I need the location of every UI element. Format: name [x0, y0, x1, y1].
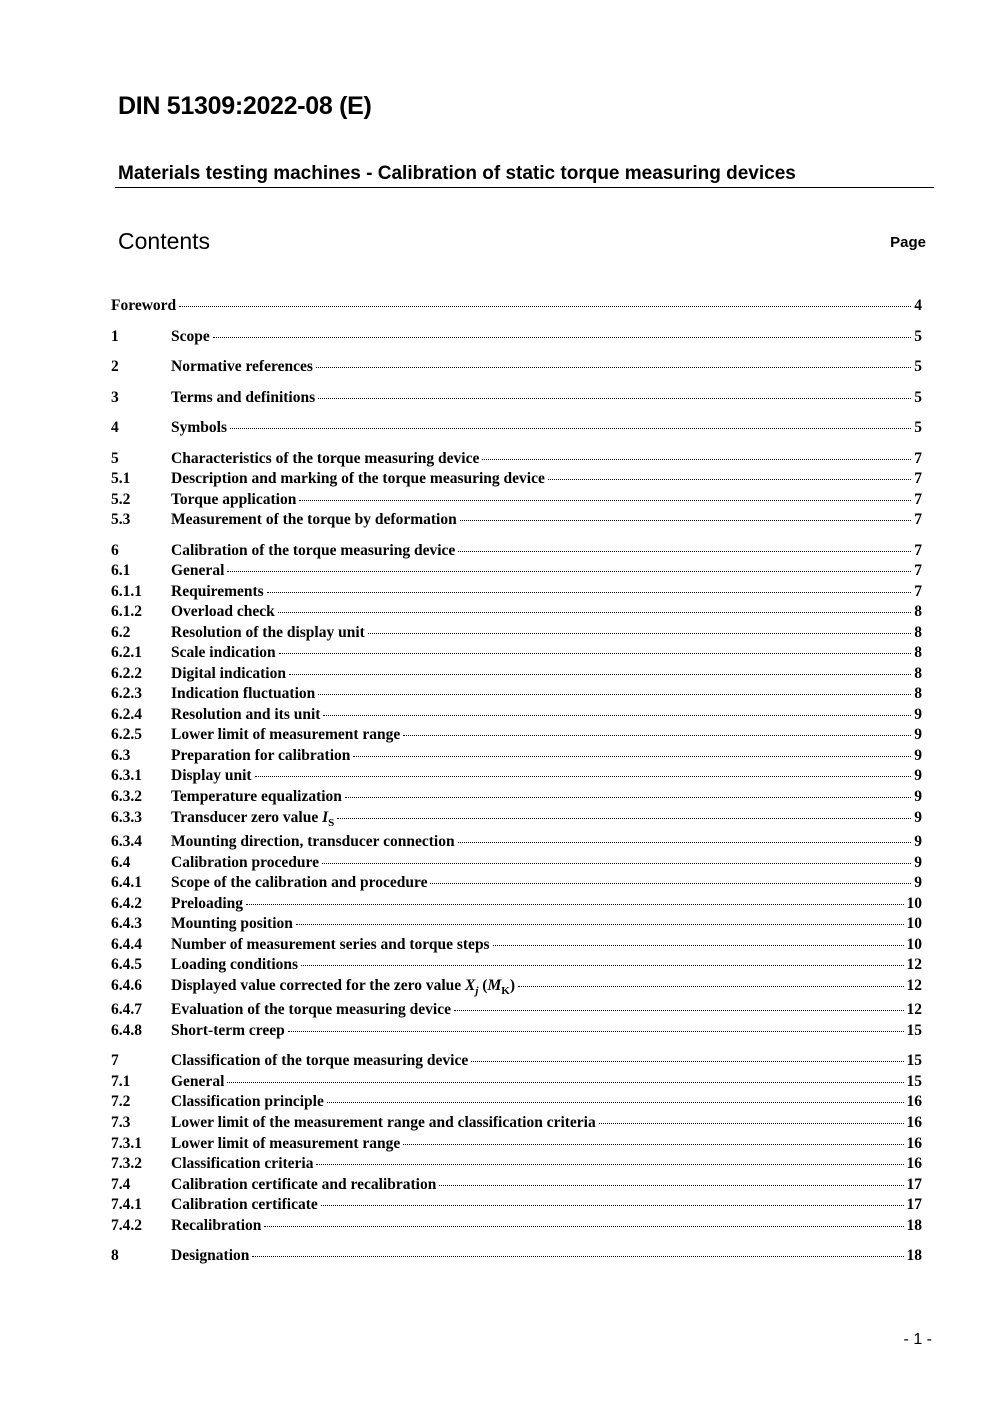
- toc-entry[interactable]: [111, 1195, 922, 1215]
- toc-entry[interactable]: [111, 1021, 922, 1041]
- toc-entry-number: 6.1.1: [111, 583, 142, 600]
- toc-entry-title: Display unit: [171, 767, 252, 784]
- toc-entry-title: Classification of the torque measuring device: [171, 1052, 469, 1069]
- toc-entry-page: 16: [906, 1135, 922, 1152]
- toc-entry-title: Scope of the calibration and procedure: [171, 874, 428, 891]
- toc-entry-page: 4: [914, 297, 922, 314]
- toc-entry-page: 9: [914, 767, 922, 784]
- toc-entry-title: Characteristics of the torque measuring device: [171, 450, 480, 467]
- toc-entry-number: 5.1: [111, 470, 131, 487]
- toc-entry[interactable]: [111, 623, 922, 643]
- toc-entry[interactable]: [111, 1134, 922, 1154]
- toc-dot-leader: [337, 818, 911, 819]
- toc-entry-title: Scale indication: [171, 644, 276, 661]
- toc-entry[interactable]: [111, 894, 922, 914]
- toc-entry[interactable]: [111, 541, 922, 561]
- toc-dot-leader: [213, 337, 912, 338]
- toc-entry[interactable]: [111, 582, 922, 602]
- math-argument: M: [487, 977, 502, 994]
- toc-entry-number: 7.2: [111, 1093, 131, 1110]
- toc-dot-leader: [179, 306, 911, 307]
- toc-entry[interactable]: [111, 832, 922, 852]
- toc-entry[interactable]: [111, 1113, 922, 1133]
- toc-entry-number: 7.3.1: [111, 1135, 142, 1152]
- toc-entry[interactable]: [111, 510, 922, 530]
- footer-page-number: - 1 -: [903, 1331, 932, 1348]
- toc-entry[interactable]: [111, 1000, 922, 1020]
- toc-entry-number: 6.3.2: [111, 788, 142, 805]
- toc-entry-title: Mounting direction, transducer connection: [171, 833, 455, 850]
- toc-entry-page: 5: [914, 358, 922, 375]
- toc-entry-page: 8: [914, 665, 922, 682]
- toc-entry-number: 5.3: [111, 511, 131, 528]
- toc-entry-number: 6.4.4: [111, 936, 142, 953]
- toc-dot-leader: [279, 653, 912, 654]
- toc-entry[interactable]: [111, 418, 922, 438]
- toc-entry-title: Short-term creep: [171, 1022, 285, 1039]
- math-symbol: I: [322, 809, 329, 826]
- toc-entry-page: 9: [914, 833, 922, 850]
- toc-dot-leader: [368, 633, 911, 634]
- toc-entry-page: 7: [914, 470, 922, 487]
- toc-entry-title: Classification principle: [171, 1093, 324, 1110]
- toc-entry-number: 5.2: [111, 491, 131, 508]
- toc-entry-page: 5: [914, 328, 922, 345]
- toc-dot-leader: [252, 1256, 903, 1257]
- toc-entry-title: Description and marking of the torque measuring device: [171, 470, 545, 487]
- toc-entry-number: 6.4.8: [111, 1022, 142, 1039]
- toc-entry[interactable]: [111, 388, 922, 408]
- toc-entry-page: 7: [914, 562, 922, 579]
- toc-entry-number: 6.2: [111, 624, 131, 641]
- toc-dot-leader: [548, 479, 911, 480]
- toc-dot-leader: [439, 1185, 903, 1186]
- toc-entry[interactable]: [111, 725, 922, 745]
- toc-entry-number: 7.4.1: [111, 1196, 142, 1213]
- toc-entry[interactable]: [111, 935, 922, 955]
- toc-dot-leader: [318, 694, 911, 695]
- toc-dot-leader: [403, 1144, 903, 1145]
- toc-entry-page: 9: [914, 854, 922, 871]
- toc-entry-page: 5: [914, 389, 922, 406]
- toc-entry-title: Digital indication: [171, 665, 286, 682]
- toc-entry-page: 7: [914, 511, 922, 528]
- toc-entry-page: 7: [914, 491, 922, 508]
- toc-dot-leader: [323, 715, 911, 716]
- toc-entry-page: 15: [906, 1052, 922, 1069]
- toc-entry-title: Terms and definitions: [171, 389, 316, 406]
- toc-dot-leader: [471, 1061, 903, 1062]
- toc-entry-number: 6.2.1: [111, 644, 142, 661]
- toc-dot-leader: [318, 398, 911, 399]
- toc-entry[interactable]: [111, 664, 922, 684]
- toc-entry-page: 15: [906, 1073, 922, 1090]
- toc-entry-page: 9: [914, 747, 922, 764]
- toc-entry-number: 7.1: [111, 1073, 131, 1090]
- toc-entry-number: 6.3.4: [111, 833, 142, 850]
- toc-entry-number: 3: [111, 389, 119, 406]
- toc-dot-leader: [458, 842, 912, 843]
- toc-entry-number: 6.4: [111, 854, 131, 871]
- toc-entry-page: 10: [906, 915, 922, 932]
- toc-entry[interactable]: [111, 766, 922, 786]
- toc-entry-page: 7: [914, 450, 922, 467]
- toc-entry-number: 7.4.2: [111, 1217, 142, 1234]
- toc-entry-page: 9: [914, 726, 922, 743]
- toc-entry-number: 6.2.2: [111, 665, 142, 682]
- toc-dot-leader: [353, 756, 911, 757]
- toc-dot-leader: [267, 592, 912, 593]
- toc-entry-page: 12: [906, 1001, 922, 1018]
- toc-entry-number: 6.3.1: [111, 767, 142, 784]
- toc-entry-page: 9: [914, 788, 922, 805]
- toc-entry-title: Resolution and its unit: [171, 706, 321, 723]
- toc-dot-leader: [518, 986, 904, 987]
- page-column-heading: Page: [890, 234, 926, 251]
- toc-entry-page: 10: [906, 936, 922, 953]
- toc-entry-title: General: [171, 1073, 225, 1090]
- toc-entry[interactable]: [111, 327, 922, 347]
- toc-entry-page: 10: [906, 895, 922, 912]
- toc-dot-leader: [316, 1164, 903, 1165]
- toc-entry-page: 9: [914, 874, 922, 891]
- toc-entry-title: Displayed value corrected for the zero value $X_j$ $(M_K)$: [171, 977, 515, 998]
- toc-entry-title: Indication fluctuation: [171, 685, 316, 702]
- toc-entry-page: 8: [914, 603, 922, 620]
- toc-entry-page: 5: [914, 419, 922, 436]
- toc-dot-leader: [301, 965, 903, 966]
- toc-entry-title: Lower limit of measurement range: [171, 726, 401, 743]
- toc-entry-page: 7: [914, 542, 922, 559]
- toc-entry-page: 9: [914, 706, 922, 723]
- toc-entry[interactable]: [111, 643, 922, 663]
- toc-entry-title: Resolution of the display unit: [171, 624, 365, 641]
- toc-dot-leader: [296, 924, 904, 925]
- toc-entry-number: 7.3: [111, 1114, 131, 1131]
- toc-entry-title: Loading conditions: [171, 956, 299, 973]
- toc-entry-title: Designation: [171, 1247, 250, 1264]
- toc-dot-leader: [345, 797, 911, 798]
- toc-entry-number: 1: [111, 328, 119, 345]
- toc-entry-page: 8: [914, 624, 922, 641]
- toc-dot-leader: [246, 904, 903, 905]
- toc-entry-title: Temperature equalization: [171, 788, 342, 805]
- toc-entry-number: 7.3.2: [111, 1155, 142, 1172]
- toc-entry[interactable]: [111, 469, 922, 489]
- toc-entry-number: 6.1.2: [111, 603, 142, 620]
- toc-dot-leader: [493, 945, 904, 946]
- toc-entry[interactable]: [111, 684, 922, 704]
- toc-entry-title: Preloading: [171, 895, 244, 912]
- toc-entry-number: 7: [111, 1052, 119, 1069]
- toc-entry-page: 18: [906, 1247, 922, 1264]
- contents-heading: Contents: [118, 228, 211, 254]
- toc-entry-number: 8: [111, 1247, 119, 1264]
- toc-entry[interactable]: [111, 746, 922, 766]
- toc-entry[interactable]: [111, 955, 922, 975]
- toc-entry-page: 16: [906, 1093, 922, 1110]
- toc-entry-title: Lower limit of measurement range: [171, 1135, 401, 1152]
- toc-entry-page: 17: [906, 1176, 922, 1193]
- toc-entry-title: Classification criteria: [171, 1155, 314, 1172]
- toc-entry-title: General: [171, 562, 225, 579]
- toc-dot-leader: [264, 1226, 903, 1227]
- toc-dot-leader: [327, 1102, 904, 1103]
- toc-entry-number: 6.1: [111, 562, 131, 579]
- toc-entry-page: 15: [906, 1022, 922, 1039]
- toc-entry[interactable]: [111, 561, 922, 581]
- toc-entry-title: Evaluation of the torque measuring device: [171, 1001, 451, 1018]
- toc-dot-leader: [321, 1205, 904, 1206]
- document-title: Materials testing machines - Calibration of static torque measuring devices: [118, 163, 796, 184]
- toc-entry-number: 6.2.5: [111, 726, 142, 743]
- toc-entry[interactable]: [111, 357, 922, 377]
- toc-dot-leader: [316, 367, 911, 368]
- toc-dot-leader: [460, 520, 912, 521]
- toc-entry-number: 6: [111, 542, 119, 559]
- toc-entry-number: 6.2.4: [111, 706, 142, 723]
- toc-entry-page: 18: [906, 1217, 922, 1234]
- toc-dot-leader: [227, 1082, 903, 1083]
- toc-entry-number: 6.3: [111, 747, 131, 764]
- toc-entry-number: 5: [111, 450, 119, 467]
- toc-entry-page: 8: [914, 685, 922, 702]
- toc-dot-leader: [289, 674, 911, 675]
- toc-entry-number: 6.4.7: [111, 1001, 142, 1018]
- toc-dot-leader: [278, 612, 912, 613]
- toc-entry[interactable]: [111, 296, 922, 316]
- toc-dot-leader: [403, 735, 911, 736]
- toc-entry[interactable]: [111, 705, 922, 725]
- toc-entry[interactable]: [111, 1175, 922, 1195]
- toc-dot-leader: [599, 1123, 904, 1124]
- toc-entry[interactable]: [111, 873, 922, 893]
- toc-entry-page: 9: [914, 809, 922, 826]
- toc-entry[interactable]: [111, 976, 922, 996]
- toc-entry-title: Preparation for calibration: [171, 747, 351, 764]
- toc-entry-title: Scope: [171, 328, 210, 345]
- toc-entry-number: 6.4.5: [111, 956, 142, 973]
- toc-entry-title: Requirements: [171, 583, 264, 600]
- math-symbol: X: [465, 977, 476, 994]
- toc-entry[interactable]: [111, 1072, 922, 1092]
- math-subscript: j: [475, 985, 479, 998]
- toc-entry-title: Overload check: [171, 603, 275, 620]
- toc-dot-leader: [458, 551, 911, 552]
- toc-dot-leader: [482, 459, 911, 460]
- toc-entry[interactable]: [111, 1092, 922, 1112]
- title-rule: [115, 187, 934, 188]
- toc-entry-page: 12: [906, 956, 922, 973]
- toc-entry-title: Symbols: [171, 419, 227, 436]
- toc-entry-page: 12: [906, 977, 922, 994]
- toc-entry-title: Mounting position: [171, 915, 293, 932]
- toc-entry-title: Measurement of the torque by deformation: [171, 511, 457, 528]
- toc-entry-title: Foreword: [111, 297, 177, 314]
- toc-entry-title: Normative references: [171, 358, 313, 375]
- math-subscript: S: [328, 817, 335, 830]
- toc-dot-leader: [227, 571, 911, 572]
- toc-entry[interactable]: [111, 808, 922, 828]
- math-argument-subscript: K: [501, 985, 510, 998]
- toc-entry-page: 7: [914, 583, 922, 600]
- toc-entry-number: 6.4.6: [111, 977, 142, 994]
- toc-entry-number: 6.4.2: [111, 895, 142, 912]
- toc-entry-title: Recalibration: [171, 1217, 262, 1234]
- toc-entry-page: 16: [906, 1155, 922, 1172]
- toc-entry[interactable]: [111, 1051, 922, 1071]
- toc-dot-leader: [322, 863, 911, 864]
- toc-entry-number: 6.3.3: [111, 809, 142, 826]
- toc-entry[interactable]: [111, 853, 922, 873]
- toc-entry-title: Torque application: [171, 491, 297, 508]
- toc-entry-title: Transducer zero value $I_S$: [171, 809, 335, 830]
- toc-entry-number: 4: [111, 419, 119, 436]
- toc-dot-leader: [230, 428, 911, 429]
- toc-dot-leader: [255, 776, 912, 777]
- toc-entry[interactable]: [111, 914, 922, 934]
- toc-entry-title: Number of measurement series and torque steps: [171, 936, 490, 953]
- toc-entry-title: Calibration procedure: [171, 854, 319, 871]
- toc-entry-title: Calibration of the torque measuring device: [171, 542, 456, 559]
- toc-entry-page: 16: [906, 1114, 922, 1131]
- toc-dot-leader: [454, 1010, 904, 1011]
- toc-entry[interactable]: [111, 490, 922, 510]
- toc-entry[interactable]: [111, 787, 922, 807]
- toc-entry-number: 6.2.3: [111, 685, 142, 702]
- toc-dot-leader: [430, 883, 911, 884]
- toc-entry-number: 7.4: [111, 1176, 131, 1193]
- toc-entry-page: 8: [914, 644, 922, 661]
- toc-entry-title: Calibration certificate and recalibration: [171, 1176, 437, 1193]
- toc-entry[interactable]: [111, 602, 922, 622]
- toc-dot-leader: [288, 1031, 904, 1032]
- toc-entry-number: 6.4.1: [111, 874, 142, 891]
- toc-entry[interactable]: [111, 449, 922, 469]
- toc-dot-leader: [299, 500, 911, 501]
- toc-entry[interactable]: [111, 1246, 922, 1266]
- toc-entry-title: Calibration certificate: [171, 1196, 318, 1213]
- toc-entry-number: 6.4.3: [111, 915, 142, 932]
- toc-entry[interactable]: [111, 1216, 922, 1236]
- document-id: DIN 51309:2022-08 (E): [118, 92, 372, 120]
- toc-entry-title: Lower limit of the measurement range and classification criteria: [171, 1114, 596, 1131]
- toc-entry[interactable]: [111, 1154, 922, 1174]
- toc-entry-number: 2: [111, 358, 119, 375]
- toc-entry-page: 17: [906, 1196, 922, 1213]
